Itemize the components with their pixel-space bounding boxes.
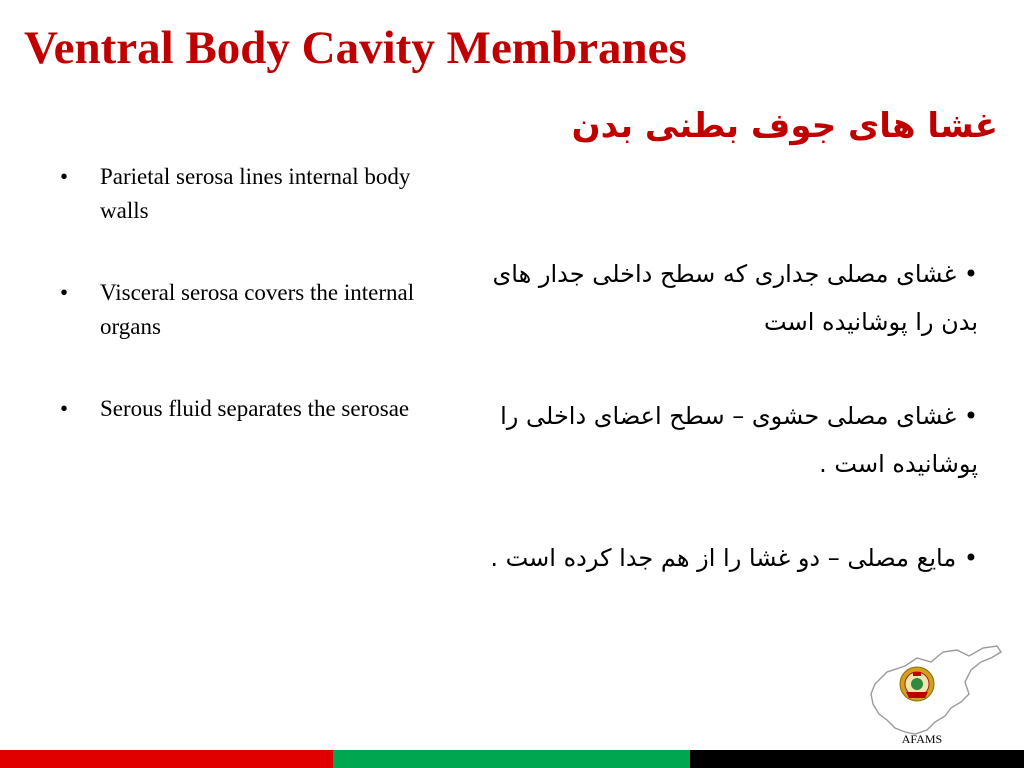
english-bullet-item	[60, 392, 432, 426]
logo-caption: AFAMS	[901, 732, 943, 746]
footer-flag-bar	[0, 750, 1024, 768]
slide-title: Ventral Body Cavity Membranes	[24, 22, 687, 74]
persian-bullet-item: • مایع مصلی – دو غشا را از هم جدا کرده است .	[490, 544, 978, 572]
english-bullet-item	[60, 276, 432, 344]
bullet-marker: •	[60, 396, 69, 421]
bullet-text: Parietal serosa lines internal body walls	[100, 164, 411, 223]
persian-bullet-item: • غشای مصلی حشوی – سطح اعضای داخلی را پوشانیده است .	[500, 402, 978, 478]
english-bullet-list	[60, 160, 432, 474]
footer-green-segment	[333, 750, 690, 768]
persian-bullet-list	[458, 250, 978, 628]
english-bullet-item	[60, 160, 432, 228]
bullet-marker: •	[60, 280, 69, 305]
bullet-text: Serous fluid separates the serosae	[100, 396, 410, 421]
bullet-text: Visceral serosa covers the internal organs	[100, 280, 415, 339]
footer-black-segment	[690, 750, 1024, 768]
slide-subtitle-persian: غشا های جوف بطنی بدن	[571, 106, 998, 146]
persian-bullet-item: • غشای مصلی جداری که سطح داخلی جدار های بدن را پوشانیده است	[492, 260, 978, 336]
footer-red-segment	[0, 750, 333, 768]
bullet-marker: •	[60, 164, 69, 189]
